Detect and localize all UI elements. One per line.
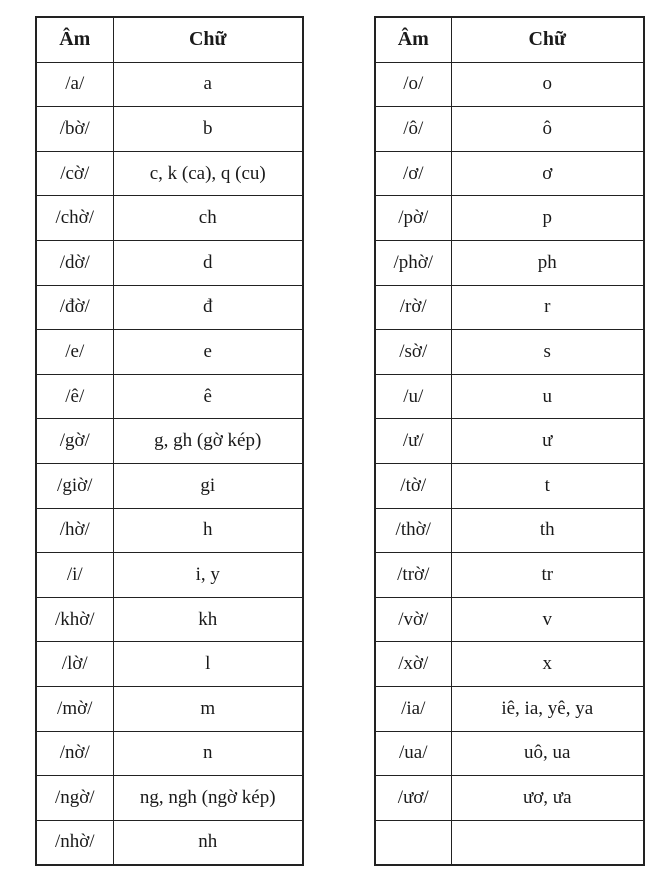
table-row — [375, 330, 644, 375]
table-row — [36, 776, 303, 821]
table-row — [375, 642, 644, 687]
table-row — [36, 597, 303, 642]
header-sound: Âm — [375, 17, 451, 62]
sound-cell: /chờ/ — [36, 196, 113, 241]
table-row — [375, 508, 644, 553]
table-row — [36, 553, 303, 598]
sound-cell: /sờ/ — [375, 330, 451, 375]
letters-cell: ch — [113, 196, 303, 241]
sound-cell: /ô/ — [375, 107, 451, 152]
letters-cell: ng, ngh (ngờ kép) — [113, 776, 303, 821]
table-row — [375, 285, 644, 330]
letters-cell: g, gh (gờ kép) — [113, 419, 303, 464]
letters-cell: gi — [113, 463, 303, 508]
letters-cell: n — [113, 731, 303, 776]
table-row — [36, 463, 303, 508]
letters-cell: tr — [451, 553, 644, 598]
table-row — [375, 731, 644, 776]
letters-cell: o — [451, 62, 644, 107]
table-row — [36, 642, 303, 687]
letters-cell: l — [113, 642, 303, 687]
letters-cell: th — [451, 508, 644, 553]
table-row — [375, 419, 644, 464]
sound-cell: /hờ/ — [36, 508, 113, 553]
table-row — [36, 196, 303, 241]
table-header-row — [375, 17, 644, 62]
sound-cell: /xờ/ — [375, 642, 451, 687]
table-row — [375, 240, 644, 285]
table-row — [36, 107, 303, 152]
table-row — [375, 776, 644, 821]
sound-cell: /i/ — [36, 553, 113, 598]
sound-cell: /ươ/ — [375, 776, 451, 821]
sound-cell: /vờ/ — [375, 597, 451, 642]
header-letters: Chữ — [451, 17, 644, 62]
table-row — [375, 820, 644, 865]
sound-cell: /ê/ — [36, 374, 113, 419]
table-row — [375, 463, 644, 508]
table-row — [375, 151, 644, 196]
table-row — [36, 508, 303, 553]
phoneme-table-right — [374, 16, 645, 866]
table-row — [36, 151, 303, 196]
sound-cell: /bờ/ — [36, 107, 113, 152]
sound-cell: /nờ/ — [36, 731, 113, 776]
letters-cell: ê — [113, 374, 303, 419]
letters-cell: u — [451, 374, 644, 419]
table-row — [36, 686, 303, 731]
letters-cell: ư — [451, 419, 644, 464]
letters-cell: x — [451, 642, 644, 687]
letters-cell: đ — [113, 285, 303, 330]
table-row — [375, 374, 644, 419]
letters-cell — [451, 820, 644, 865]
letters-cell: h — [113, 508, 303, 553]
letters-cell: a — [113, 62, 303, 107]
letters-cell: uô, ua — [451, 731, 644, 776]
table-row — [36, 62, 303, 107]
letters-cell: p — [451, 196, 644, 241]
table-row — [375, 196, 644, 241]
letters-cell: iê, ia, yê, ya — [451, 686, 644, 731]
sound-cell: /e/ — [36, 330, 113, 375]
table-row — [36, 374, 303, 419]
letters-cell: m — [113, 686, 303, 731]
header-sound: Âm — [36, 17, 113, 62]
letters-cell: r — [451, 285, 644, 330]
table-row — [375, 597, 644, 642]
letters-cell: d — [113, 240, 303, 285]
letters-cell: e — [113, 330, 303, 375]
sound-cell: /ia/ — [375, 686, 451, 731]
letters-cell: ô — [451, 107, 644, 152]
table-row — [375, 62, 644, 107]
letters-cell: nh — [113, 820, 303, 865]
sound-cell: /cờ/ — [36, 151, 113, 196]
sound-cell: /khờ/ — [36, 597, 113, 642]
letters-cell: c, k (ca), q (cu) — [113, 151, 303, 196]
letters-cell: i, y — [113, 553, 303, 598]
letters-cell: v — [451, 597, 644, 642]
sound-cell: /tờ/ — [375, 463, 451, 508]
sound-cell: /nhờ/ — [36, 820, 113, 865]
sound-cell: /thờ/ — [375, 508, 451, 553]
letters-cell: ph — [451, 240, 644, 285]
letters-cell: t — [451, 463, 644, 508]
sound-cell: /phờ/ — [375, 240, 451, 285]
table-row — [375, 107, 644, 152]
table-header-row — [36, 17, 303, 62]
sound-cell: /ư/ — [375, 419, 451, 464]
sound-cell: /lờ/ — [36, 642, 113, 687]
sound-cell: /ua/ — [375, 731, 451, 776]
header-letters: Chữ — [113, 17, 303, 62]
table-row — [36, 330, 303, 375]
sound-cell: /pờ/ — [375, 196, 451, 241]
table-row — [36, 285, 303, 330]
phoneme-table-left — [35, 16, 304, 866]
sound-cell: /rờ/ — [375, 285, 451, 330]
sound-cell: /trờ/ — [375, 553, 451, 598]
sound-cell: /gờ/ — [36, 419, 113, 464]
sound-cell — [375, 820, 451, 865]
letters-cell: s — [451, 330, 644, 375]
table-row — [375, 686, 644, 731]
sound-cell: /ngờ/ — [36, 776, 113, 821]
sound-cell: /giờ/ — [36, 463, 113, 508]
sound-cell: /dờ/ — [36, 240, 113, 285]
table-row — [36, 419, 303, 464]
letters-cell: b — [113, 107, 303, 152]
table-row — [36, 731, 303, 776]
sound-cell: /mờ/ — [36, 686, 113, 731]
table-row — [36, 240, 303, 285]
sound-cell: /o/ — [375, 62, 451, 107]
sound-cell: /ơ/ — [375, 151, 451, 196]
letters-cell: ơ — [451, 151, 644, 196]
sound-cell: /đờ/ — [36, 285, 113, 330]
table-row — [36, 820, 303, 865]
sound-cell: /a/ — [36, 62, 113, 107]
sound-cell: /u/ — [375, 374, 451, 419]
letters-cell: kh — [113, 597, 303, 642]
letters-cell: ươ, ưa — [451, 776, 644, 821]
table-row — [375, 553, 644, 598]
